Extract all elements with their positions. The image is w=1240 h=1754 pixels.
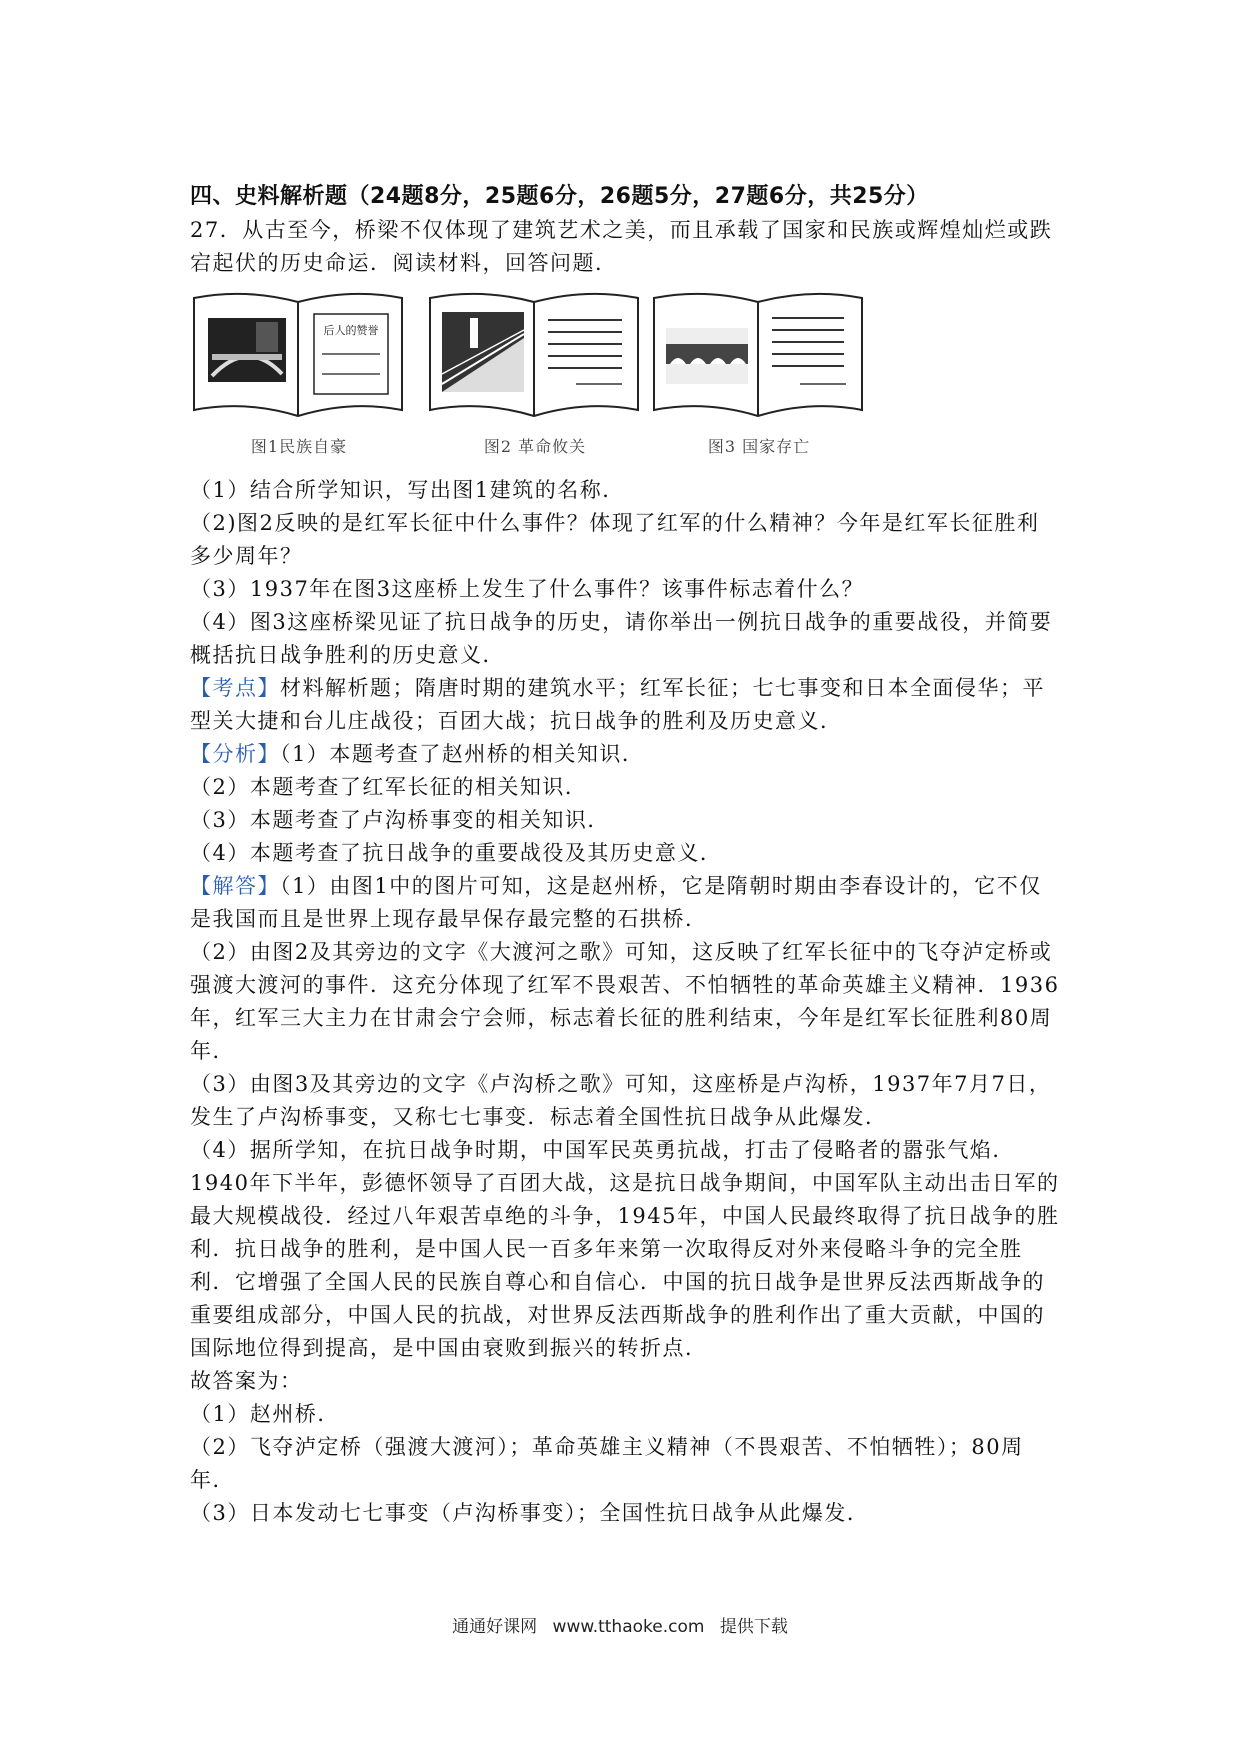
question-2: （2)图2反映的是红军长征中什么事件？体现了红军的什么精神？今年是红军长征胜利多少周年？ [190, 511, 1040, 568]
jieda-paragraph-3: （3）由图3及其旁边的文字《卢沟桥之歌》可知，这座桥是卢沟桥，1937年7月7日，发生了卢沟桥事变，又称七七事变．标志着全国性抗日战争从此爆发． [190, 1072, 1052, 1129]
fenxi-line-1 [190, 738, 1060, 771]
page-footer [0, 1612, 1240, 1637]
bridge-photo-icon [190, 288, 408, 428]
figure-1-caption: 图1民族自豪 [250, 437, 348, 456]
section-heading: 四、史料解析题（24题8分，25题6分，26题5分，27题6分，共25分） [190, 184, 929, 209]
figure-3 [650, 288, 868, 466]
jieda-paragraph-2: （2）由图2及其旁边的文字《大渡河之歌》可知，这反映了红军长征中的飞夺泸定桥或强渡大渡河的事件．这充分体现了红军不畏艰苦、不怕牺牲的革命英雄主义精神．1936年，红军三大主力在甘肃会宁会师，标志着长征的胜利结束，今年是红军长征胜利80周年． [190, 940, 1060, 1063]
figure-1 [190, 288, 408, 466]
kaodian-text: 材料解析题；隋唐时期的建筑水平；红军长征；七七事变和日本全面侵华；平型关大捷和台儿庄战役；百团大战；抗日战争的胜利及历史意义． [190, 676, 1045, 733]
question-1: （1）结合所学知识，写出图1建筑的名称． [190, 478, 625, 502]
footer-url[interactable]: www.tthaoke.com [552, 1617, 705, 1637]
answer-3: （3）日本发动七七事变（卢沟桥事变）；全国性抗日战争从此爆发． [190, 1501, 870, 1525]
stone-arch-bridge-photo-icon [650, 288, 868, 428]
fenxi-line-3: （3）本题考查了卢沟桥事变的相关知识． [190, 808, 610, 832]
footer-site-name: 通通好课网 [452, 1617, 538, 1637]
fenxi-line-2: （2）本题考查了红军长征的相关知识． [190, 775, 588, 799]
figure-row [190, 288, 1060, 468]
figure-1-page-title: 后人的赞誉 [323, 324, 379, 337]
figure-2-caption: 图2 革命攸关 [483, 437, 587, 456]
bridge-chains-photo-icon [426, 288, 644, 428]
kaodian-paragraph [190, 672, 1060, 738]
fenxi-line-4: （4）本题考查了抗日战争的重要战役及其历史意义． [190, 841, 723, 865]
figure-3-caption: 图3 国家存亡 [707, 437, 811, 456]
footer-suffix: 提供下载 [719, 1617, 788, 1637]
fenxi-tag: 【分析】 [190, 742, 280, 766]
answer-2: （2）飞夺泸定桥（强渡大渡河）；革命英雄主义精神（不畏艰苦、不怕牺牲）；80周年． [190, 1435, 1024, 1492]
document-body [190, 180, 1060, 1530]
question-4: （4）图3这座桥梁见证了抗日战争的历史，请你举出一例抗日战争的重要战役，并简要概括抗日战争胜利的历史意义． [190, 610, 1053, 667]
figure-2 [426, 288, 644, 466]
jieda-text-1: （1）由图1中的图片可知，这是赵州桥，它是隋朝时期由李春设计的，它不仅是我国而且是世界上现存最早保存最完整的石拱桥． [190, 874, 1042, 931]
fenxi-text-1: （1）本题考查了赵州桥的相关知识． [280, 742, 645, 766]
jieda-paragraph-1 [190, 870, 1060, 936]
question-3: （3）1937年在图3这座桥上发生了什么事件？该事件标志着什么？ [190, 577, 865, 601]
kaodian-tag: 【考点】 [190, 676, 280, 700]
question-stem: 27．从古至今，桥梁不仅体现了建筑艺术之美，而且承载了国家和民族或辉煌灿烂或跌宕起伏的历史命运．阅读材料，回答问题． [190, 218, 1053, 275]
jieda-tag: 【解答】 [190, 874, 280, 898]
answer-intro: 故答案为： [190, 1369, 303, 1393]
answer-1: （1）赵州桥． [190, 1402, 340, 1426]
jieda-paragraph-4: （4）据所学知，在抗日战争时期，中国军民英勇抗战，打击了侵略者的嚣张气焰．1940年下半年，彭德怀领导了百团大战，这是抗日战争期间，中国军队主动出击日军的最大规模战役．经过八年艰苦卓绝的斗争，1945年，中国人民最终取得了抗日战争的胜利．抗日战争的胜利，是中国人民一百多年来第一次取得反对外来侵略斗争的完全胜利．它增强了全国人民的民族自尊心和自信心．中国的抗日战争是世界反法西斯战争的重要组成部分，中国人民的抗战，对世界反法西斯战争的胜利作出了重大贡献，中国的国际地位得到提高，是中国由衰败到振兴的转折点． [190, 1138, 1060, 1360]
